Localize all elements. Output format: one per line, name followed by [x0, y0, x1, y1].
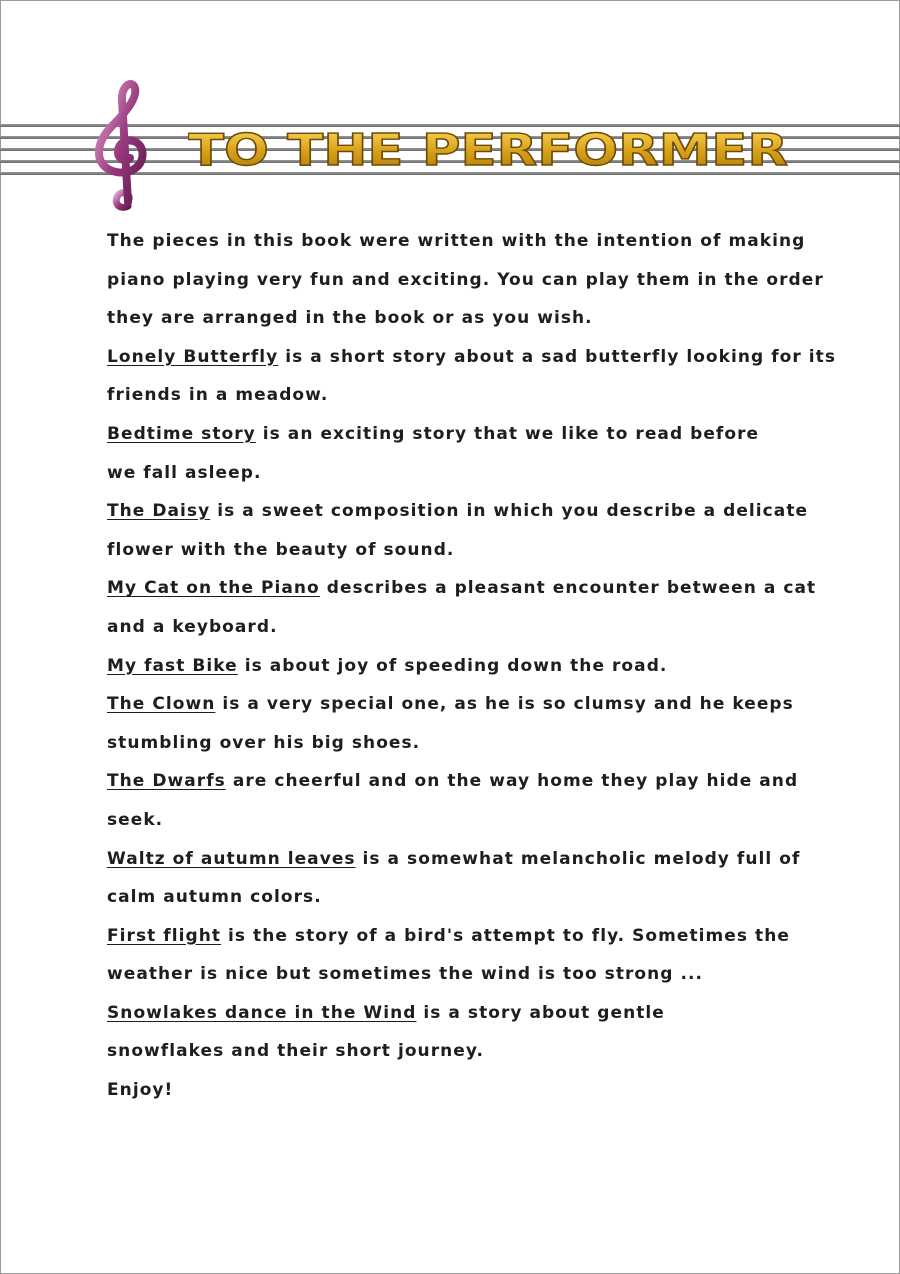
- page-title-text: TO THE PERFORMER: [188, 125, 788, 176]
- closing-line: Enjoy!: [107, 1080, 174, 1101]
- page-title: [188, 120, 798, 180]
- piece-title: My Cat on the Piano: [107, 578, 320, 599]
- piece-title: The Daisy: [107, 501, 211, 522]
- piece-description: is a very special one, as he is so clumsy and he keeps stumbling over his big shoes.: [107, 694, 794, 753]
- piece-entry: [107, 840, 847, 917]
- intro-paragraph: The pieces in this book were written with the intention of making piano playing very fun and exciting. You can play them in the order they are arranged in the book or as you wish.: [107, 231, 824, 329]
- piece-entry: [107, 415, 787, 492]
- piece-title: Waltz of autumn leaves: [107, 848, 356, 869]
- piece-entry: [107, 917, 847, 994]
- piece-title: Bedtime story: [107, 423, 256, 444]
- piece-description: is a sweet composition in which you describe a delicate flower with the beauty of sound.: [107, 501, 809, 560]
- piece-title: The Dwarfs: [107, 771, 226, 792]
- piece-entry: [107, 762, 847, 839]
- piece-entry: [107, 994, 707, 1071]
- piece-description: are cheerful and on the way home they play hide and seek.: [107, 771, 799, 830]
- performer-notes: [107, 222, 847, 1110]
- piece-entry: [107, 569, 847, 646]
- piece-description: is a somewhat melancholic melody full of calm autumn colors.: [107, 848, 801, 908]
- piece-title: The Clown: [107, 694, 216, 715]
- piece-entry: [107, 338, 847, 415]
- piece-description: is a story about gentle snowflakes and their short journey.: [107, 1002, 665, 1062]
- piece-description: describes a pleasant encounter between a cat and a keyboard.: [107, 578, 817, 637]
- treble-clef-icon: [84, 78, 164, 214]
- piece-description: is an exciting story that we like to read before we fall asleep.: [107, 423, 760, 483]
- piece-entry: [107, 647, 847, 686]
- piece-description: is a short story about a sad butterfly looking for its friends in a meadow.: [107, 346, 837, 406]
- piece-title: My fast Bike: [107, 655, 238, 676]
- piece-title: Lonely Butterfly: [107, 346, 279, 367]
- piece-title: Snowlakes dance in the Wind: [107, 1002, 417, 1023]
- piece-title: First flight: [107, 925, 222, 946]
- piece-description: is the story of a bird's attempt to fly. Sometimes the weather is nice but sometimes the wind is too strong ...: [107, 925, 790, 985]
- piece-entry: [107, 685, 847, 762]
- piece-entry: [107, 492, 847, 569]
- piece-description: is about joy of speeding down the road.: [244, 655, 668, 676]
